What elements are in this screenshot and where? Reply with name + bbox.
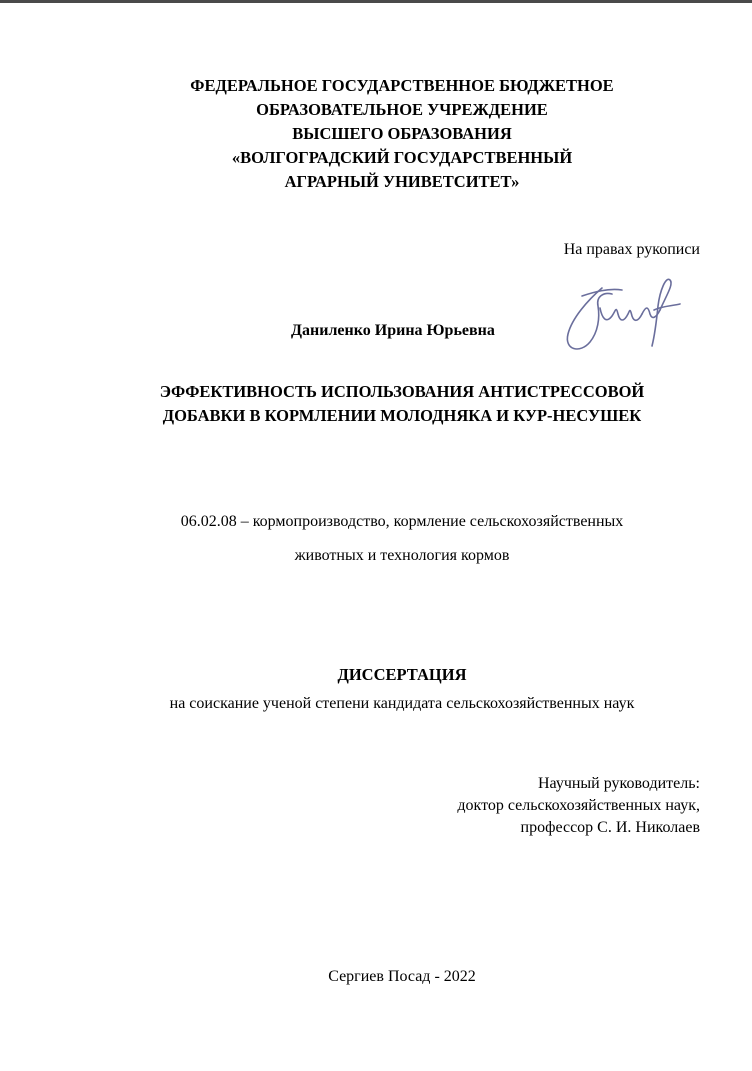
supervisor-block (457, 773, 700, 839)
institution-line-2: ОБРАЗОВАТЕЛЬНОЕ УЧРЕЖДЕНИЕ (256, 100, 548, 119)
institution-line-5: АГРАРНЫЙ УНИВЕТСИТЕТ» (284, 172, 520, 191)
specialty-line-1: 06.02.08 – кормопроизводство, кормление сельскохозяйственных (180, 513, 624, 530)
degree-subtitle: на соискание ученой степени кандидата сельскохозяйственных наук (169, 695, 635, 712)
institution-line-4: «ВОЛГОГРАДСКИЙ ГОСУДАРСТВЕННЫЙ (231, 148, 573, 167)
specialty-line-2: животных и технология кормов (294, 547, 510, 564)
dissertation-title (26, 380, 752, 428)
institution-line-3: ВЫСШЕГО ОБРАЗОВАНИЯ (292, 124, 512, 143)
place-and-year: Сергиев Посад - 2022 (328, 968, 476, 985)
handwritten-signature (542, 266, 700, 362)
author-name: Даниленко Ирина Юрьевна (291, 322, 495, 339)
institution-name (50, 74, 752, 194)
specialty-code (26, 505, 752, 573)
supervisor-line-1: Научный руководитель: (537, 775, 700, 792)
supervisor-line-2: доктор сельскохозяйственных наук, (457, 797, 700, 814)
title-line-1: ЭФФЕКТИВНОСТЬ ИСПОЛЬЗОВАНИЯ АНТИСТРЕССОВОЙ (159, 382, 645, 401)
manuscript-rights-note: На правах рукописи (563, 241, 700, 258)
institution-line-1: ФЕДЕРАЛЬНОЕ ГОСУДАРСТВЕННОЕ БЮДЖЕТНОЕ (190, 76, 614, 95)
document-type-heading: ДИССЕРТАЦИЯ (337, 665, 467, 684)
supervisor-line-3: профессор С. И. Николаев (520, 819, 700, 836)
page-top-border (0, 0, 752, 3)
title-line-2: ДОБАВКИ В КОРМЛЕНИИ МОЛОДНЯКА И КУР-НЕСУШЕК (162, 406, 642, 425)
